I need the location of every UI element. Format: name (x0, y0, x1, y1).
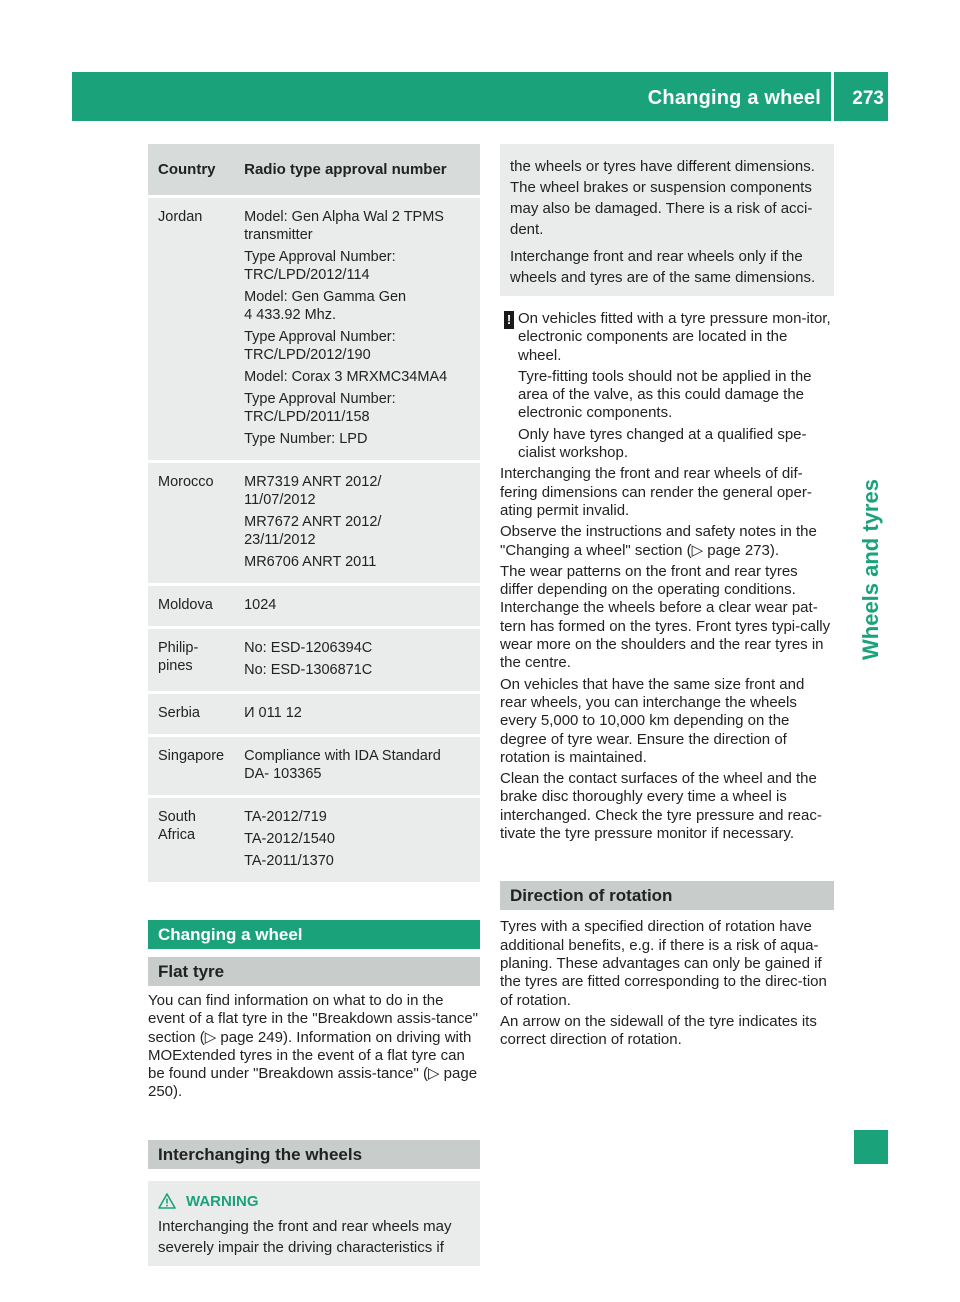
section-heading-flat-tyre: Flat tyre (148, 957, 480, 986)
warning-text: Interchanging the front and rear wheels may severely impair the driving characteristics if (158, 1217, 452, 1256)
table-row (148, 462, 480, 585)
note-text: Only have tyres changed at a qualified spe-cialist workshop. (518, 425, 807, 462)
right-column (500, 144, 834, 1052)
table-row (148, 693, 480, 736)
note-text: On vehicles fitted with a tyre pressure mon-itor, electronic components are located in the wheel. (518, 310, 831, 364)
exclamation-icon: ! (504, 311, 514, 329)
section-heading-direction: Direction of rotation (500, 881, 834, 910)
approval-value: Type Number: LPD (244, 431, 368, 447)
table-row (148, 585, 480, 628)
approval-value: Type Approval Number: TRC/LPD/2012/190 (244, 329, 396, 363)
interchanging-paragraph: On vehicles that have the same size front and rear wheels, you can interchange the wheels every 5,000 to 10,000 km depending on the degree of tyre wear. Ensure the direction of rotation is maintained. (500, 675, 805, 766)
header-divider (831, 72, 834, 121)
country-cell: Moldova (158, 597, 213, 613)
left-column (148, 144, 480, 1266)
country-cell: South Africa (158, 809, 196, 843)
interchanging-paragraph: Clean the contact surfaces of the wheel and the brake disc thoroughly every time a wheel is interchanged. Check the tyre pressure and reac-tivate the tyre pressure monitor if necessary. (500, 770, 822, 843)
approval-value: Model: Corax 3 MRXMC34MA4 (244, 369, 448, 385)
warning-continuation-box (500, 144, 834, 296)
warning-triangle-icon (158, 1193, 176, 1209)
approval-value: TA-2012/719 (244, 809, 327, 825)
warning-continuation-text: the wheels or tyres have different dimensions. The wheel brakes or suspension components may also be damaged. There is a risk of acci-dent. (510, 158, 815, 238)
approval-value: No: ESD-1306871C (244, 662, 373, 678)
warning-continuation-text: Interchange front and rear wheels only if the wheels and tyres are of the same dimensions. (510, 248, 816, 286)
section-heading-changing-wheel: Changing a wheel (148, 920, 480, 949)
radio-approval-table (148, 144, 480, 882)
note-text: Tyre-fitting tools should not be applied in the area of the valve, as this could damage the electronic components. (518, 367, 812, 422)
section-heading-interchanging: Interchanging the wheels (148, 1140, 480, 1169)
approval-value: TA-2011/1370 (244, 853, 334, 869)
side-tab-marker (854, 1130, 888, 1164)
approval-value: Compliance with IDA Standard DA- 103365 (244, 748, 441, 782)
direction-paragraph: An arrow on the sidewall of the tyre indicates its correct direction of rotation. (500, 1012, 817, 1049)
country-cell: Serbia (158, 705, 200, 721)
direction-paragraph: Tyres with a specified direction of rotation have additional benefits, e.g. if there is a risk of aqua-planing. These advantages can only be gained if the tyres are fitted corresponding to the direc-tion of rotation. (500, 918, 827, 1009)
table-row (148, 197, 480, 462)
approval-value: Type Approval Number: TRC/LPD/2011/158 (244, 391, 396, 425)
column-header-approval: Radio type approval number (234, 144, 480, 197)
country-cell: Philip- pines (158, 640, 199, 674)
approval-value: TA-2012/1540 (244, 831, 335, 847)
approval-value: Type Approval Number: TRC/LPD/2012/114 (244, 249, 396, 283)
side-tab-label: Wheels and tyres (858, 479, 883, 660)
approval-value: 1024 (244, 597, 277, 613)
approval-value: MR7319 ANRT 2012/ 11/07/2012 (244, 474, 382, 508)
page-header (72, 72, 888, 121)
column-header-country: Country (148, 144, 234, 197)
interchanging-paragraph: Interchanging the front and rear wheels of dif-fering dimensions can render the general oper-ating permit invalid. (500, 465, 812, 519)
country-cell: Jordan (158, 209, 203, 225)
country-cell: Singapore (158, 748, 225, 764)
warning-label: WARNING (186, 1192, 259, 1210)
approval-value: Model: Gen Gamma Gen 4 433.92 Mhz. (244, 289, 407, 323)
header-title: Changing a wheel (647, 87, 821, 109)
flat-tyre-paragraph: You can find information on what to do in the event of a flat tyre in the "Breakdown assis-tance" section (▷ page 249). Information on driving with MOExtended tyres in the event of a flat tyre can be found under "Breakdown assis-tance" (▷ page 250). (148, 992, 478, 1101)
note-block (500, 310, 834, 462)
warning-box (148, 1181, 480, 1266)
interchanging-paragraph: Observe the instructions and safety notes in the "Changing a wheel" section (▷ page 273). (500, 523, 817, 559)
approval-value: MR6706 ANRT 2011 (244, 554, 377, 570)
table-row (148, 736, 480, 797)
approval-value: И 011 12 (244, 705, 302, 721)
table-row (148, 797, 480, 883)
country-cell: Morocco (158, 474, 214, 490)
approval-value: MR7672 ANRT 2012/ 23/11/2012 (244, 514, 382, 548)
approval-value: Model: Gen Alpha Wal 2 TPMS transmitter (244, 209, 444, 243)
interchanging-paragraph: The wear patterns on the front and rear tyres differ depending on the operating conditions. Interchange the wheels before a clear wear pat-tern has formed on the tyres. Front tyres typi-cally wear more on the shoulders and the rear tyres in the centre. (500, 562, 831, 672)
table-row (148, 628, 480, 693)
page-number: 273 (852, 88, 884, 109)
approval-value: No: ESD-1206394C (244, 640, 373, 656)
table-header-row (148, 144, 480, 197)
